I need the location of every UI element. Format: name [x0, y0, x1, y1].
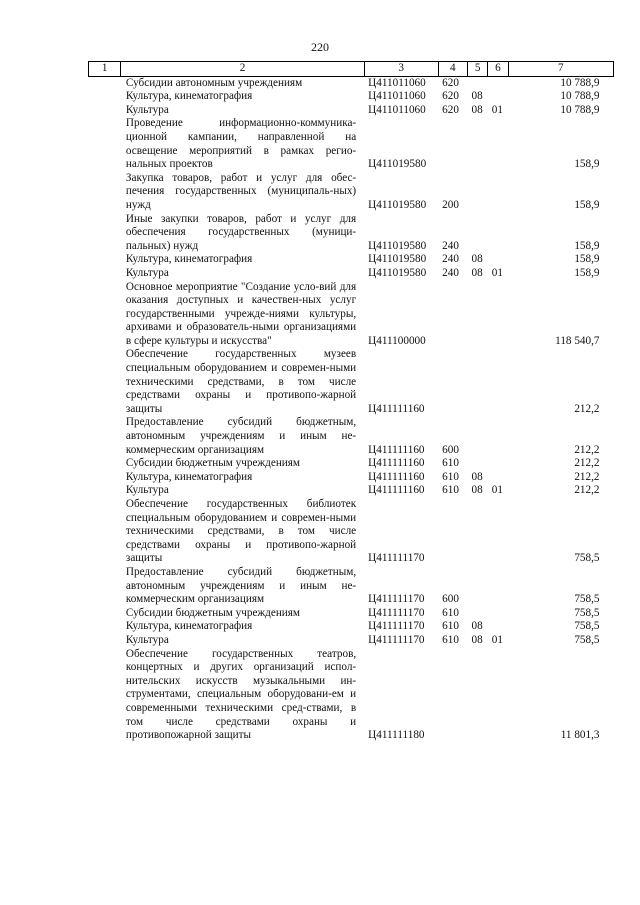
- row-rz-cell: [468, 648, 488, 743]
- row-amount-cell: 11 801,3: [560, 729, 600, 742]
- row-code-cell: Ц411100000: [368, 334, 426, 347]
- row-rz-cell: 08: [471, 484, 483, 497]
- row-amount-cell: 118 540,7: [555, 334, 600, 347]
- row-code-cell: Ц411011060: [368, 103, 426, 116]
- row-vr-cell: 610: [442, 633, 459, 646]
- row-rz-cell: [468, 348, 488, 416]
- row-name-cell: Культура, кинематография: [125, 620, 253, 633]
- row-pr-cell: [488, 566, 508, 607]
- table-row: [89, 498, 614, 566]
- row-name-cell: Культура, кинематография: [125, 90, 253, 103]
- table-row: [89, 620, 614, 634]
- row-amount-cell: 158,9: [574, 198, 600, 211]
- row-code-cell: Ц411011060: [368, 76, 426, 89]
- row-amount-cell: 158,9: [574, 253, 600, 266]
- row-name-cell: Культура, кинематография: [125, 470, 253, 483]
- row-rz-cell: 08: [471, 470, 483, 483]
- row-rz-cell: [468, 76, 488, 90]
- row-code-cell: Ц411111180: [368, 729, 425, 742]
- table-row: [89, 267, 614, 281]
- row-rz-cell: [468, 172, 488, 213]
- column-header-7: 7: [508, 62, 613, 77]
- row-pr-cell: [488, 348, 508, 416]
- row-amount-cell: 158,9: [574, 239, 600, 252]
- row-index-cell: [89, 267, 121, 281]
- column-header-4: 4: [438, 62, 467, 77]
- table-row: [89, 117, 614, 171]
- row-code-cell: Ц411019580: [368, 239, 427, 252]
- row-name-cell: Закупка товаров, работ и услуг для обес-печения государственных (муниципаль-ных) нужд: [125, 171, 357, 211]
- row-name-cell: Культура, кинематография: [125, 253, 253, 266]
- table-row: [89, 607, 614, 621]
- row-index-cell: [89, 620, 121, 634]
- row-amount-cell: 158,9: [574, 266, 600, 279]
- row-name-cell: Обеспечение государственных библиотек специальным оборудованием и современ-ными техническими средствами, в том числе средствами охраны и противопо-жарной защиты: [125, 498, 357, 565]
- row-name-cell: Обеспечение государственных музеев специальным оборудованием и современ-ными техническими средствами, в том числе средствами охраны и противопо-жарной защиты: [125, 348, 357, 415]
- row-code-cell: Ц411111170: [368, 633, 425, 646]
- row-pr-cell: 01: [491, 633, 503, 646]
- row-pr-cell: [488, 253, 508, 267]
- row-amount-cell: 758,5: [574, 633, 600, 646]
- row-rz-cell: [468, 498, 488, 566]
- page-number: 220: [311, 40, 329, 54]
- row-name-cell: Субсидии бюджетным учреждениям: [125, 606, 301, 619]
- column-header-6: 6: [488, 62, 508, 77]
- row-pr-cell: [488, 172, 508, 213]
- table-row: [89, 213, 614, 254]
- row-rz-cell: 08: [471, 620, 483, 633]
- row-amount-cell: 212,2: [574, 443, 600, 456]
- row-name-cell: Культура: [125, 103, 169, 116]
- row-rz-cell: 08: [471, 253, 483, 266]
- row-code-cell: Ц411111170: [368, 620, 425, 633]
- row-name-cell: Проведение информационно-коммуника-ционной кампании, направленной на освещение мероприятий в рамках регио-нальных проектов: [125, 117, 357, 171]
- budget-table: [88, 61, 614, 743]
- column-header-1: 1: [89, 62, 121, 77]
- row-index-cell: [89, 348, 121, 416]
- table-row: [89, 104, 614, 118]
- row-name-cell: Культура: [125, 266, 169, 279]
- row-pr-cell: [488, 648, 508, 743]
- row-amount-cell: 758,5: [574, 606, 600, 619]
- row-code-cell: Ц411111160: [368, 402, 425, 415]
- row-rz-cell: [468, 213, 488, 254]
- row-pr-cell: [488, 117, 508, 171]
- table-row: [89, 566, 614, 607]
- row-vr-cell: [438, 648, 467, 743]
- row-index-cell: [89, 607, 121, 621]
- row-pr-cell: 01: [491, 266, 503, 279]
- row-code-cell: Ц411111160: [368, 443, 425, 456]
- row-amount-cell: 758,5: [574, 620, 600, 633]
- row-code-cell: Ц411111160: [368, 470, 425, 483]
- table-row: [89, 484, 614, 498]
- row-rz-cell: 08: [471, 266, 483, 279]
- row-amount-cell: 10 788,9: [560, 76, 600, 89]
- row-vr-cell: 610: [442, 606, 459, 619]
- row-vr-cell: 610: [442, 484, 459, 497]
- row-code-cell: Ц411111170: [368, 552, 425, 565]
- table-body: [89, 76, 614, 743]
- row-index-cell: [89, 566, 121, 607]
- row-code-cell: Ц411019580: [368, 253, 427, 266]
- row-index-cell: [89, 648, 121, 743]
- row-vr-cell: [438, 348, 467, 416]
- column-header-3: 3: [364, 62, 438, 77]
- row-amount-cell: 212,2: [574, 484, 600, 497]
- row-pr-cell: 01: [491, 103, 503, 116]
- row-pr-cell: [488, 281, 508, 349]
- row-index-cell: [89, 484, 121, 498]
- row-rz-cell: 08: [471, 103, 483, 116]
- row-pr-cell: [488, 471, 508, 485]
- row-index-cell: [89, 457, 121, 471]
- row-index-cell: [89, 498, 121, 566]
- row-index-cell: [89, 213, 121, 254]
- row-code-cell: Ц411111170: [368, 593, 425, 606]
- row-code-cell: Ц411019580: [368, 198, 427, 211]
- row-pr-cell: 01: [491, 484, 503, 497]
- table-row: [89, 90, 614, 104]
- row-rz-cell: [468, 281, 488, 349]
- row-amount-cell: 158,9: [574, 158, 600, 171]
- column-header-2: 2: [121, 62, 364, 77]
- row-index-cell: [89, 281, 121, 349]
- row-rz-cell: [468, 566, 488, 607]
- row-code-cell: Ц411011060: [368, 90, 426, 103]
- table-header-row: [89, 62, 614, 77]
- row-pr-cell: [488, 607, 508, 621]
- table-row: [89, 471, 614, 485]
- row-name-cell: Культура: [125, 633, 169, 646]
- table-row: [89, 648, 614, 743]
- row-vr-cell: 610: [442, 470, 459, 483]
- row-amount-cell: 212,2: [574, 457, 600, 470]
- table-row: [89, 348, 614, 416]
- table-row: [89, 172, 614, 213]
- row-name-cell: Основное мероприятие "Создание усло-вий для оказания доступных и качествен-ных услуг государственными учрежде-ниями культуры, архивами и образователь-ными организациями в сфере культуры и искусства": [125, 280, 357, 347]
- column-header-5: 5: [468, 62, 488, 77]
- row-rz-cell: [468, 457, 488, 471]
- row-name-cell: Иные закупки товаров, работ и услуг для обеспечения государственных (муници-пальных) нужд: [125, 212, 357, 252]
- row-code-cell: Ц411111160: [368, 484, 425, 497]
- row-vr-cell: 600: [442, 593, 459, 606]
- row-code-cell: Ц411019580: [368, 158, 427, 171]
- row-vr-cell: 200: [442, 198, 459, 211]
- row-pr-cell: [488, 416, 508, 457]
- row-rz-cell: 08: [471, 633, 483, 646]
- row-vr-cell: 610: [442, 620, 459, 633]
- row-name-cell: Предоставление субсидий бюджетным, автономным учреждениям и иным не-коммерческим организациям: [125, 416, 357, 456]
- row-rz-cell: 08: [471, 90, 483, 103]
- row-amount-cell: 10 788,9: [560, 90, 600, 103]
- row-index-cell: [89, 634, 121, 648]
- row-vr-cell: 620: [442, 90, 459, 103]
- row-name-cell: Культура: [125, 484, 169, 497]
- row-index-cell: [89, 253, 121, 267]
- row-rz-cell: [468, 607, 488, 621]
- row-pr-cell: [488, 76, 508, 90]
- table-row: [89, 457, 614, 471]
- row-amount-cell: 758,5: [574, 593, 600, 606]
- row-vr-cell: 600: [442, 443, 459, 456]
- row-pr-cell: [488, 213, 508, 254]
- table-row: [89, 281, 614, 349]
- row-name-cell: Субсидии автономным учреждениям: [125, 76, 303, 89]
- row-index-cell: [89, 471, 121, 485]
- row-vr-cell: 620: [442, 76, 459, 89]
- row-pr-cell: [488, 457, 508, 471]
- row-vr-cell: [438, 498, 467, 566]
- row-pr-cell: [488, 620, 508, 634]
- row-rz-cell: [468, 416, 488, 457]
- row-name-cell: Субсидии бюджетным учреждениям: [125, 457, 301, 470]
- row-index-cell: [89, 104, 121, 118]
- row-index-cell: [89, 76, 121, 90]
- row-code-cell: Ц411111160: [368, 457, 425, 470]
- row-vr-cell: 620: [442, 103, 459, 116]
- row-pr-cell: [488, 90, 508, 104]
- row-code-cell: Ц411111170: [368, 606, 425, 619]
- row-vr-cell: [438, 281, 467, 349]
- row-amount-cell: 212,2: [574, 402, 600, 415]
- row-vr-cell: 240: [442, 239, 459, 252]
- row-amount-cell: 212,2: [574, 470, 600, 483]
- row-vr-cell: [438, 117, 467, 171]
- row-index-cell: [89, 416, 121, 457]
- table-row: [89, 634, 614, 648]
- row-vr-cell: 610: [442, 457, 459, 470]
- row-index-cell: [89, 90, 121, 104]
- row-vr-cell: 240: [442, 253, 459, 266]
- row-amount-cell: 10 788,9: [560, 103, 600, 116]
- row-amount-cell: 758,5: [574, 552, 600, 565]
- row-index-cell: [89, 172, 121, 213]
- row-name-cell: Предоставление субсидий бюджетным, автономным учреждениям и иным не-коммерческим организациям: [125, 565, 357, 606]
- row-vr-cell: 240: [442, 266, 459, 279]
- row-rz-cell: [468, 117, 488, 171]
- row-code-cell: Ц411019580: [368, 266, 427, 279]
- table-row: [89, 416, 614, 457]
- row-index-cell: [89, 117, 121, 171]
- table-row: [89, 76, 614, 90]
- row-pr-cell: [488, 498, 508, 566]
- row-name-cell: Обеспечение государственных театров, концертных и других организаций испол-нительских искусств музыкальными ин-струментами, специальным оборудовани-ем и современными техническими сред-ствами, в том числе средствами охраны и противопожарной защиты: [125, 647, 357, 742]
- table-row: [89, 253, 614, 267]
